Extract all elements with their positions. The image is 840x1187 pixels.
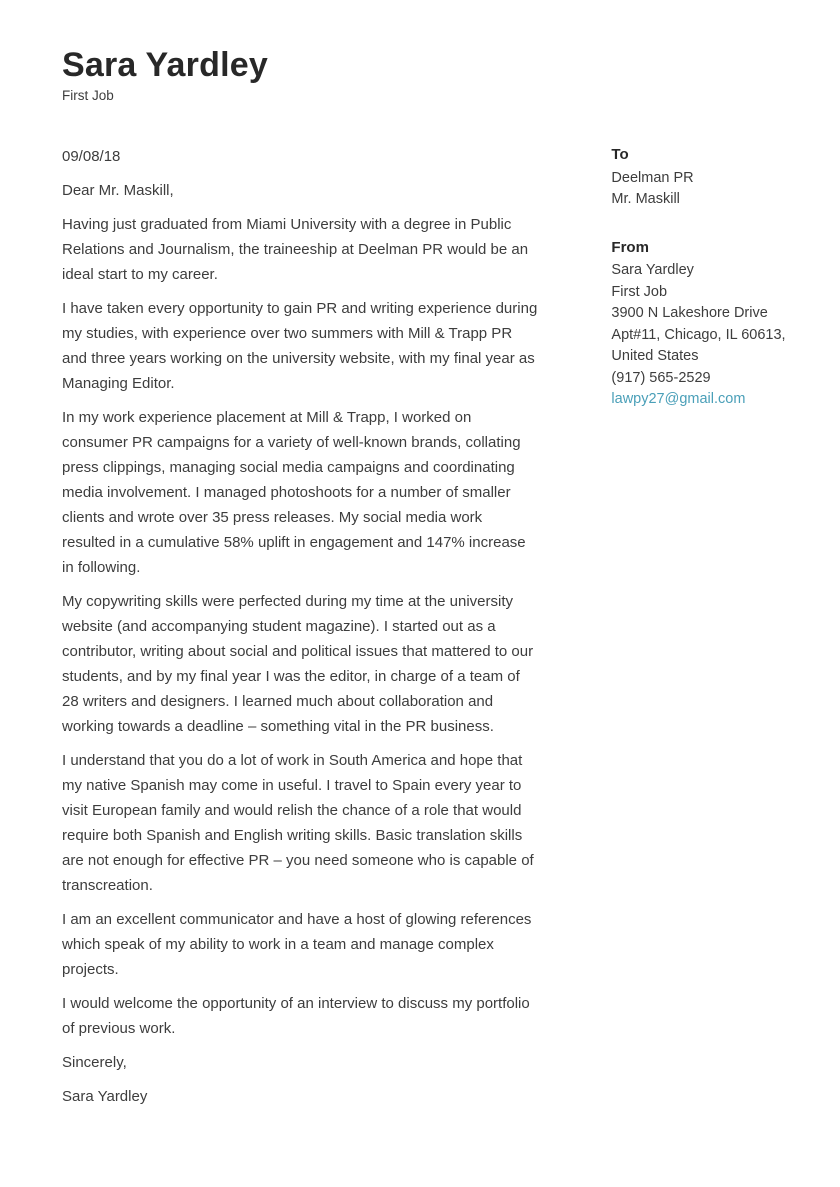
from-block bbox=[611, 237, 800, 411]
from-address-street: 3900 N Lakeshore Drive bbox=[611, 305, 768, 322]
letter-closing: Sincerely, bbox=[62, 1054, 127, 1072]
to-recipient: Mr. Maskill bbox=[611, 191, 680, 208]
letter-paragraph: Having just graduated from Miami University with a degree in Public Relations and Journalism, the traineeship at Deelman PR would be an ideal start to my career. bbox=[62, 216, 529, 284]
to-company: Deelman PR bbox=[611, 169, 694, 186]
letter-paragraph: I am an excellent communicator and have a host of glowing references which speak of my ability to work in a team and manage complex projects. bbox=[62, 911, 532, 979]
from-phone: (917) 565-2529 bbox=[611, 369, 711, 386]
letter-salutation: Dear Mr. Maskill, bbox=[62, 182, 174, 200]
letter-paragraph: In my work experience placement at Mill & Trapp, I worked on consumer PR campaigns for a variety of well-known brands, collating press clippings, managing social media campaigns and coordinating media involvement. I managed photoshoots for a number of smaller clients and wrote over 35 press releases. My social media work resulted in a cumulative 58% uplift in engagement and 147% increase in following. bbox=[62, 409, 526, 577]
to-block bbox=[611, 144, 800, 211]
from-address-country: United States bbox=[611, 348, 699, 365]
letter-content bbox=[0, 103, 840, 1109]
from-heading: From bbox=[611, 238, 649, 256]
letter-header bbox=[0, 0, 840, 103]
applicant-job-title: First Job bbox=[62, 88, 114, 104]
to-heading: To bbox=[611, 146, 629, 164]
letter-paragraph: My copywriting skills were perfected during my time at the university website (and accompanying student magazine). I started out as a contributor, writing about social and political issues that mattered to our students, and by my final year I was the editor, in charge of a team of 28 writers and designers. I learned much about collaboration and working towards a deadline – something vital in the PR business. bbox=[62, 593, 534, 736]
from-job-title: First Job bbox=[611, 283, 668, 300]
applicant-name: Sara Yardley bbox=[62, 46, 268, 84]
email-link[interactable]: lawpy27@gmail.com bbox=[611, 391, 746, 408]
contact-sidebar bbox=[611, 144, 800, 411]
letter-body bbox=[62, 144, 538, 1109]
letter-paragraph: I have taken every opportunity to gain PR and writing experience during my studies, with experience over two summers with Mill & Trapp PR and three years working on the university website, with my final year as Managing Editor. bbox=[62, 300, 538, 393]
from-address-city: Apt#11, Chicago, IL 60613, bbox=[611, 326, 786, 343]
letter-date: 09/08/18 bbox=[62, 148, 121, 166]
letter-paragraph: I understand that you do a lot of work in South America and hope that my native Spanish may come in useful. I travel to Spain every year to visit European family and would relish the chance of a role that would require both Spanish and English writing skills. Basic translation skills are not enough for effective PR – you need someone who is capable of transcreation. bbox=[62, 752, 534, 895]
letter-signature: Sara Yardley bbox=[62, 1088, 148, 1106]
letter-paragraph: I would welcome the opportunity of an interview to discuss my portfolio of previous work. bbox=[62, 995, 530, 1038]
from-name: Sara Yardley bbox=[611, 262, 694, 279]
